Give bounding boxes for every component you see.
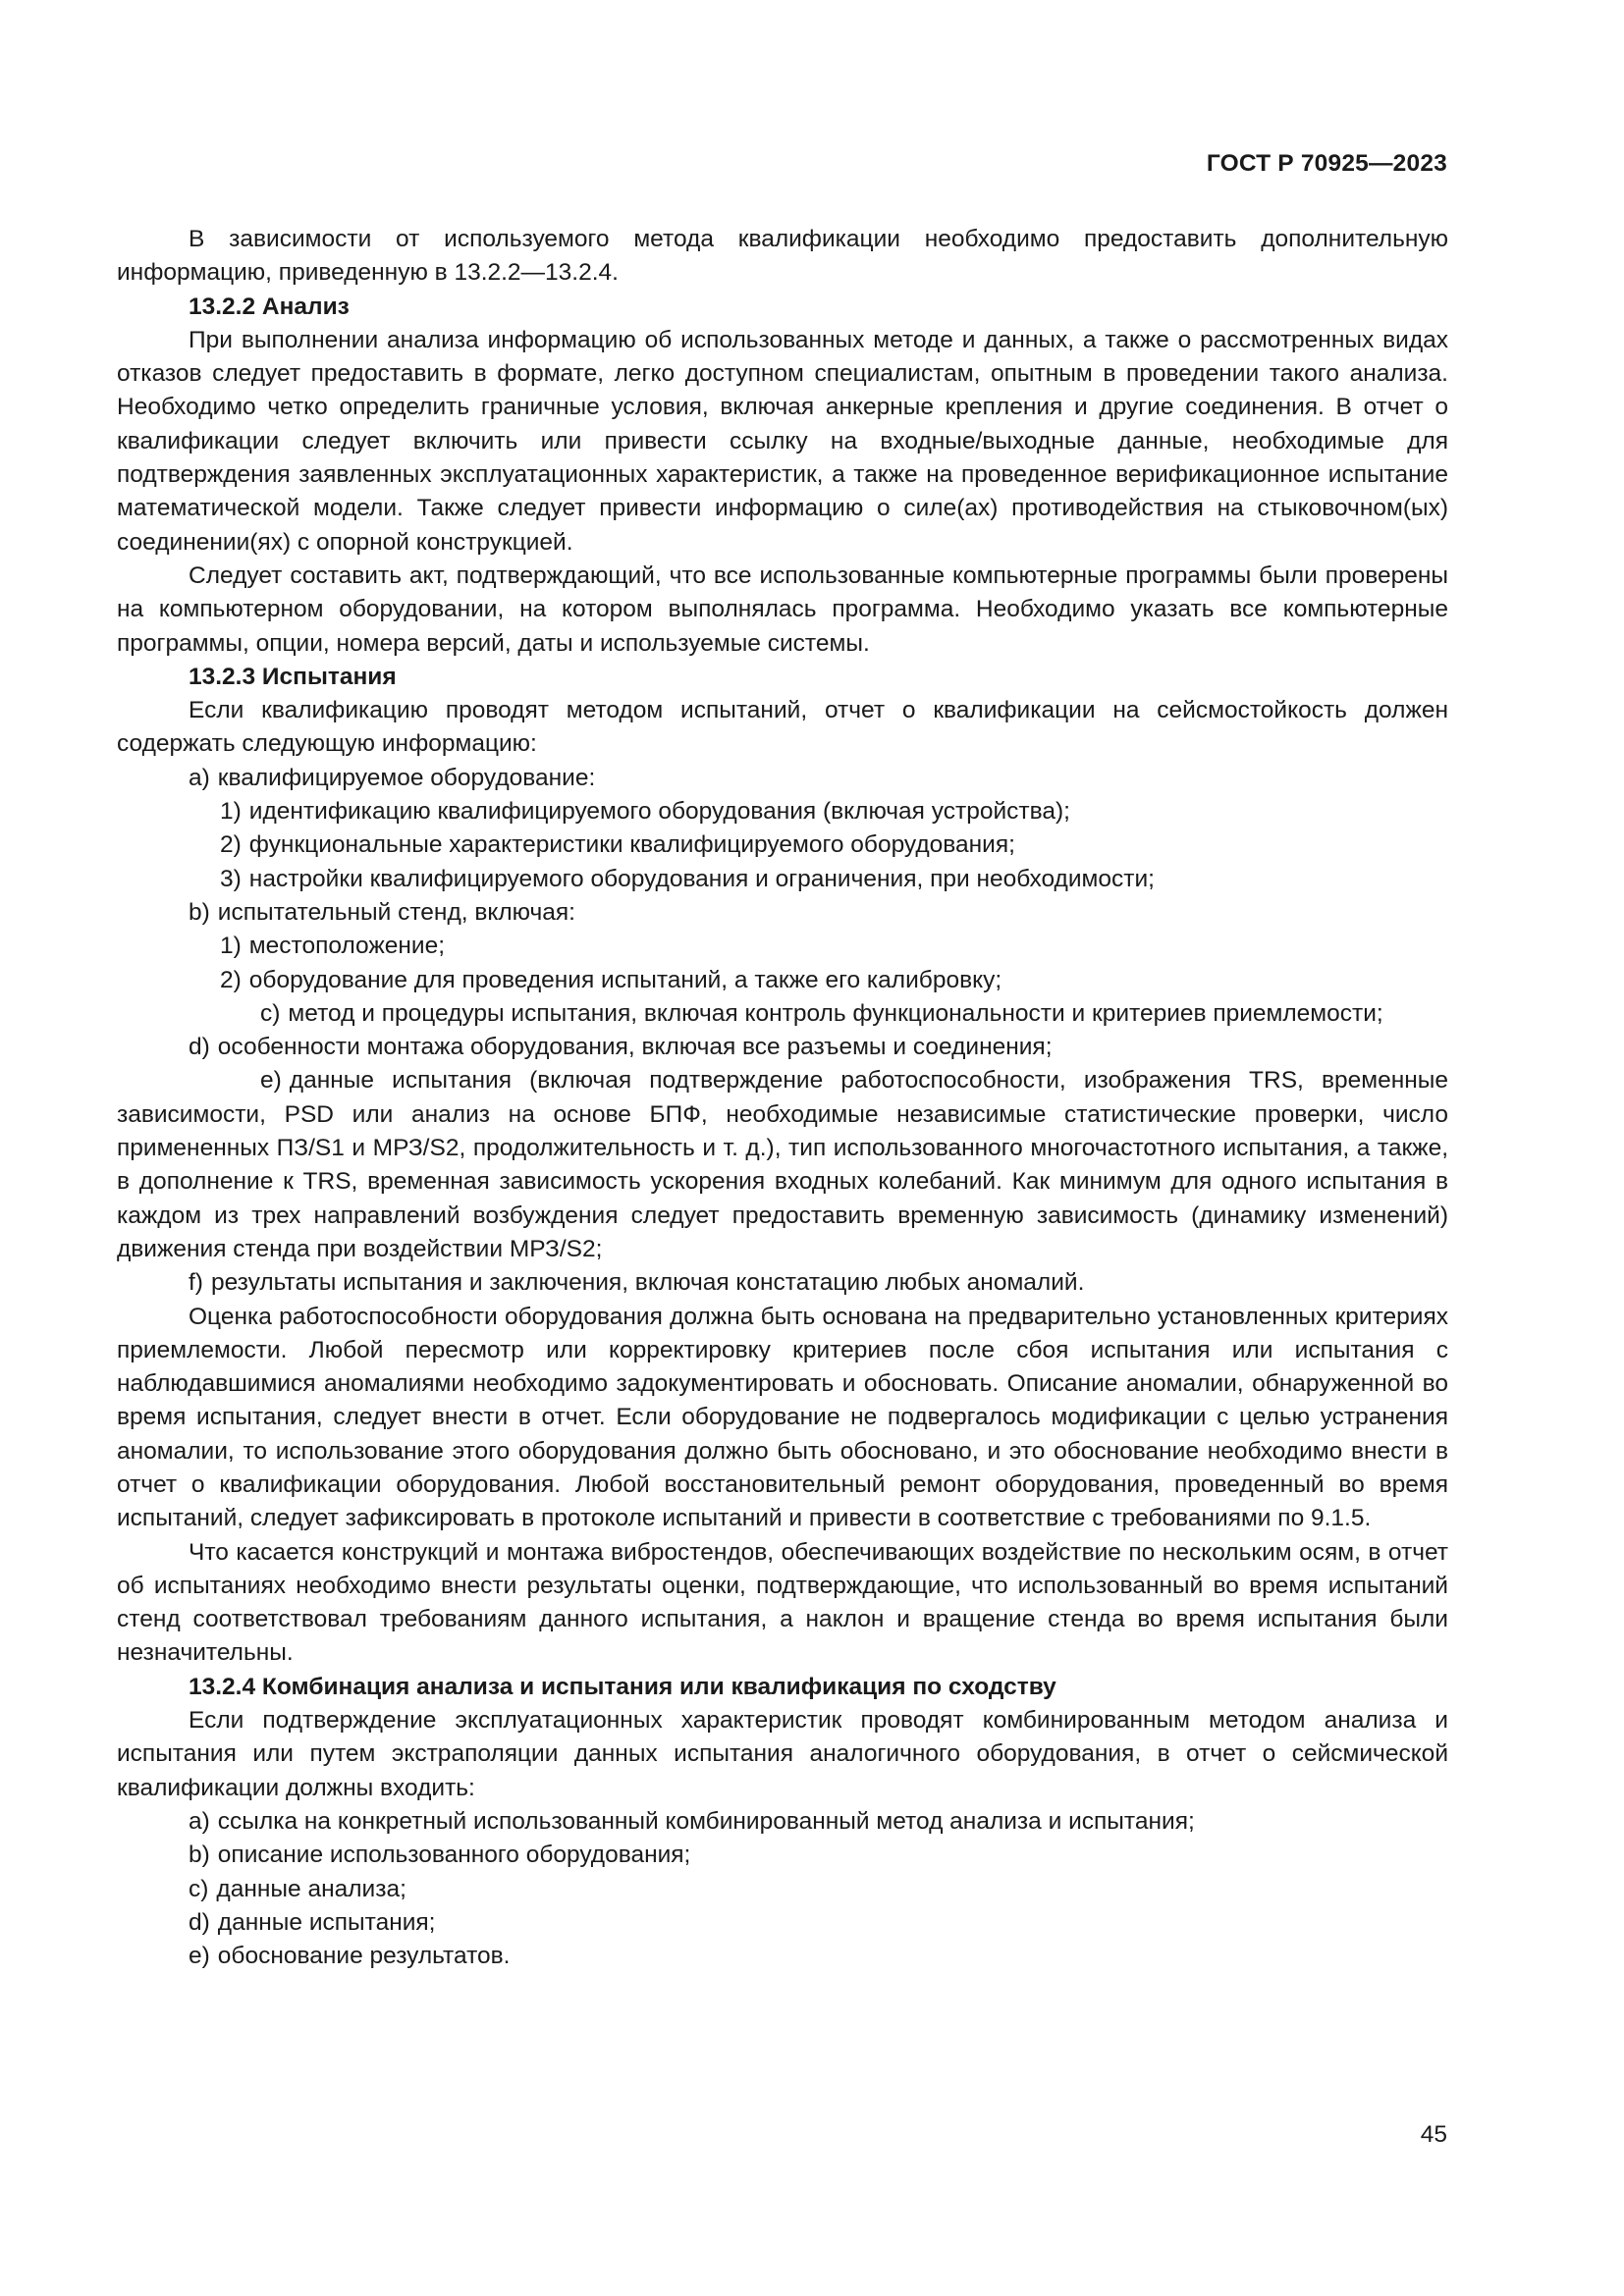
list-marker: f): [189, 1269, 203, 1297]
list-item-text: данные анализа;: [216, 1875, 406, 1902]
list-item-a-1: [117, 795, 1448, 828]
list-item-d: [117, 1031, 1448, 1064]
list-marker: c): [260, 999, 281, 1027]
list-marker: d): [189, 1034, 210, 1061]
list-item-d: [117, 1906, 1448, 1940]
list-marker: c): [189, 1875, 209, 1902]
list-item-text: настройки квалифицируемого оборудования и ограничения, при необходимости;: [248, 865, 1155, 892]
list-marker: 3): [220, 865, 242, 892]
document-code-header: ГОСТ Р 70925—2023: [1206, 150, 1447, 177]
list-marker: e): [260, 1067, 282, 1095]
list-item-text: местоположение;: [248, 933, 446, 960]
list-marker: e): [189, 1943, 210, 1970]
section-heading-13-2-4: 13.2.4 Комбинация анализа и испытания или квалификация по сходству: [189, 1673, 1056, 1700]
paragraph-analysis-2: Следует составить акт, подтверждающий, что все использованные компьютерные программы были проверены на компьютерном оборудовании, на котором выполнялась программа. Необходимо указать все компьютерные программы, опции, номера версий, даты и используемые системы.: [117, 561, 1448, 657]
list-item-text: описание использованного оборудования;: [217, 1842, 691, 1869]
paragraph-tests-intro: Если квалификацию проводят методом испытаний, отчет о квалификации на сейсмостойкость должен содержать следующую информацию:: [117, 697, 1448, 758]
intro-paragraph: В зависимости от используемого метода квалификации необходимо предоставить дополнительную информацию, приведенную в 13.2.2—13.2.4.: [117, 226, 1448, 287]
list-item-a-2: [117, 828, 1448, 862]
list-item-text: данные испытания (включая подтверждение работоспособности, изображения TRS, временные зависимости, PSD или анализ на основе БПФ, необходимые независимые статистические проверки, число примененных ПЗ/S1 и МРЗ/S2, продолжительность и т. д.), тип использованного многочастотного испытания, а также, в дополнение к TRS, временная зависимость ускорения входных колебаний. Как минимум для одного испытания в каждом из трех направлений возбуждения следует предоставить временную зависимость (динамику изменений) движения стенда при воздействии МРЗ/S2;: [117, 1067, 1448, 1262]
list-marker: d): [189, 1908, 210, 1936]
list-item-text: результаты испытания и заключения, включая констатацию любых аномалий.: [210, 1269, 1085, 1297]
list-marker: 1): [220, 798, 242, 826]
list-item-e: [117, 1064, 1448, 1266]
list-item-b-1: [117, 930, 1448, 963]
list-marker: b): [189, 1842, 210, 1869]
list-item-text: оборудование для проведения испытаний, а также его калибровку;: [248, 966, 1002, 993]
paragraph-tests-vibrostands: Что касается конструкций и монтажа вибростендов, обеспечивающих воздействие по нескольким осям, в отчет об испытаниях необходимо внести результаты оценки, подтверждающие, что использованный во время испытаний стенд соответствовал требованиям данного испытания, а наклон и вращение стенда во время испытания были незначительны.: [117, 1538, 1448, 1667]
list-item-text: функциональные характеристики квалифицируемого оборудования;: [248, 831, 1015, 859]
list-item-c: [117, 997, 1448, 1031]
list-item-b: [117, 1839, 1448, 1872]
section-heading-13-2-2: 13.2.2 Анализ: [189, 293, 350, 320]
list-item-a-3: [117, 863, 1448, 896]
list-item-text: особенности монтажа оборудования, включая все разъемы и соединения;: [217, 1034, 1053, 1061]
list-item-f: [117, 1266, 1448, 1300]
page-number: 45: [1420, 2121, 1447, 2148]
list-item-a: [117, 1805, 1448, 1839]
list-item-b: [117, 896, 1448, 930]
list-item-text: испытательный стенд, включая:: [217, 898, 575, 926]
list-marker: а): [189, 764, 210, 791]
list-item-text: обоснование результатов.: [217, 1943, 511, 1970]
list-item-text: квалифицируемое оборудование:: [217, 764, 596, 791]
list-marker: 2): [220, 966, 242, 993]
paragraph-analysis-1: При выполнении анализа информацию об использованных методе и данных, а также о рассмотренных видах отказов следует предоставить в формате, легко доступном специалистам, опытным в проведении такого анализа. Необходимо четко определить граничные условия, включая анкерные крепления и другие соединения. В отчет о квалификации следует включить или привести ссылку на входные/выходные данные, необходимые для подтверждения заявленных эксплуатационных характеристик, а также на проведенное верификационное испытание математической модели. Также следует привести информацию о силе(ах) противодействия на стыковочном(ых) соединении(ях) с опорной конструкцией.: [117, 326, 1448, 556]
section-heading-13-2-3: 13.2.3 Испытания: [189, 663, 397, 690]
list-item-c: [117, 1873, 1448, 1906]
paragraph-tests-assessment: Оценка работоспособности оборудования должна быть основана на предварительно установленных критериях приемлемости. Любой пересмотр или корректировку критериев после сбоя испытания или испытания с наблюдавшимися аномалиями необходимо задокументировать и обосновать. Описание аномалии, обнаруженной во время испытания, следует внести в отчет. Если оборудование не подвергалось модификации с целью устранения аномалии, то использование этого оборудования должно быть обосновано, и это обоснование необходимо внести в отчет о квалификации оборудования. Любой восстановительный ремонт оборудования, проведенный во время испытаний, следует зафиксировать в протоколе испытаний и привести в соответствие с требованиями по 9.1.5.: [117, 1303, 1448, 1532]
paragraph-combination-intro: Если подтверждение эксплуатационных характеристик проводят комбинированным методом анализа и испытания или путем экстраполяции данных испытания аналогичного оборудования, в отчет о сейсмической квалификации должны входить:: [117, 1707, 1448, 1801]
list-item-a: [117, 762, 1448, 795]
list-marker: 2): [220, 831, 242, 859]
list-marker: b): [189, 898, 210, 926]
list-item-text: идентификацию квалифицируемого оборудования (включая устройства);: [248, 798, 1070, 826]
document-body: [117, 223, 1448, 1973]
list-item-e: [117, 1940, 1448, 1973]
list-item-text: данные испытания;: [217, 1908, 436, 1936]
list-item-text: метод и процедуры испытания, включая контроль функциональности и критериев приемлемости;: [288, 999, 1383, 1027]
list-item-text: ссылка на конкретный использованный комбинированный метод анализа и испытания;: [217, 1807, 1195, 1835]
list-marker: 1): [220, 933, 242, 960]
list-item-b-2: [117, 964, 1448, 997]
list-marker: а): [189, 1807, 210, 1835]
